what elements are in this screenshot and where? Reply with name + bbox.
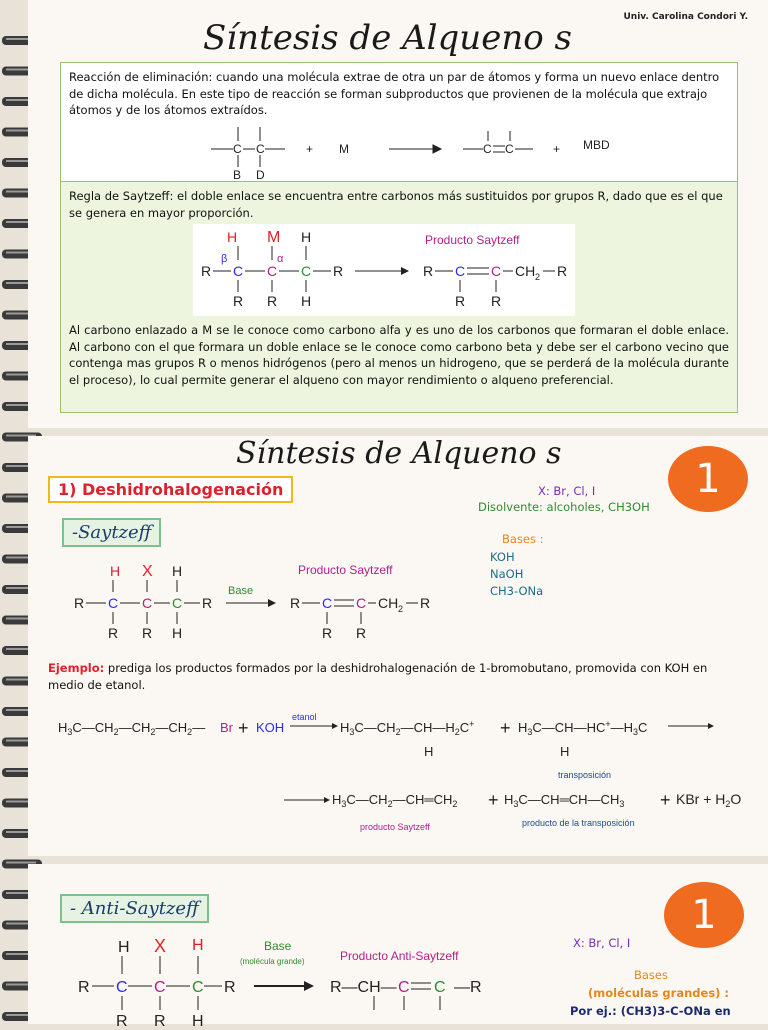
alpha-label: α: [277, 253, 284, 265]
bases-subtitle: (moléculas grandes) :: [588, 986, 730, 1000]
plus-sign: +: [306, 142, 314, 156]
m-group: M: [267, 229, 281, 246]
page-title-2: Síntesis de Alqueno s: [236, 436, 562, 471]
elimination-text: Reacción de eliminación: cuando una molécula extrae de otra un par de átomos y forma un nuevo enlace dentro de dicha molécula. En este tipo de reacción se forman subproductos que provienen de la molécula que extrajo átomos y de los átomos extraídos.: [69, 70, 720, 118]
svg-text:H: H: [192, 1013, 204, 1030]
svg-text:R: R: [233, 293, 244, 309]
page-2: [28, 436, 768, 856]
saytzeff-subheading: -Saytzeff: [62, 518, 161, 547]
base-arrow-label: Base: [228, 585, 254, 597]
svg-text:R: R: [224, 979, 236, 996]
svg-text:C: C: [356, 595, 367, 611]
svg-text:H: H: [172, 563, 183, 579]
svg-text:H: H: [118, 939, 130, 956]
beta-label: β: [221, 253, 228, 265]
svg-text:C: C: [172, 595, 183, 611]
svg-text:C: C: [483, 142, 492, 156]
svg-text:C: C: [142, 595, 153, 611]
svg-text:CH: CH: [378, 595, 399, 611]
svg-text:2: 2: [535, 272, 541, 282]
svg-text:R: R: [142, 625, 153, 641]
base-ch3ona: CH3-ONa: [490, 584, 544, 598]
d-label: D: [256, 168, 265, 179]
svg-text:C: C: [108, 595, 119, 611]
h2o-subscript: 2: [725, 799, 731, 809]
example-text: prediga los productos formados por la deshidrohalogenación de 1-bromobutano, promovida con KOH en medio de etanol.: [48, 661, 708, 693]
saytzeff-rule-box: [60, 181, 738, 413]
producto-transposicion-caption: producto de la transposición: [522, 818, 635, 828]
svg-text:C: C: [256, 142, 265, 156]
svg-text:X: X: [154, 936, 167, 956]
solvent-line: Disolvente: alcoholes, CH3OH: [478, 500, 650, 514]
svg-text:KBr + H2O: [676, 791, 741, 809]
author-label: Univ. Carolina Condori Y.: [623, 12, 748, 22]
svg-text:R: R: [74, 595, 85, 611]
bases-example: Por ej.: (CH3)3-C-ONa en: [570, 1004, 731, 1018]
svg-text:C: C: [455, 263, 466, 279]
svg-text:C: C: [154, 979, 166, 996]
svg-text:R: R: [154, 1013, 166, 1030]
elimination-scheme: [171, 121, 631, 179]
svg-text:R: R: [356, 625, 367, 641]
svg-text:2: 2: [398, 604, 404, 614]
svg-text:Br: Br: [220, 720, 233, 735]
saytzeff-rule-scheme: [193, 224, 575, 316]
svg-text:C: C: [116, 979, 128, 996]
svg-text:H: H: [560, 744, 570, 759]
base-naoh: NaOH: [490, 567, 524, 581]
svg-text:R: R: [108, 625, 119, 641]
svg-text:—R: —R: [454, 979, 482, 996]
svg-text:R: R: [491, 293, 502, 309]
svg-text:R: R: [322, 625, 333, 641]
mbd-label: MBD: [583, 138, 610, 152]
svg-text:C: C: [434, 979, 446, 996]
svg-text:H: H: [110, 563, 121, 579]
svg-text:H: H: [192, 937, 204, 954]
svg-text:R: R: [116, 1013, 128, 1030]
svg-text:H3C—CH—HC+—H3C: $H_3C—CH—HC^+—H_3C$: [518, 719, 648, 737]
svg-text:KOH: KOH: [256, 720, 285, 735]
svg-text:H: H: [301, 293, 312, 309]
transposicion-label: transposición: [558, 770, 612, 780]
svg-text:H3C—CH2—CH═CH2: $H_3C—CH_2—CH═CH_2$: [332, 792, 458, 809]
halogen-line: X: Br, Cl, I: [538, 484, 596, 498]
svg-text:C: C: [505, 142, 514, 156]
base-label-3: Base: [264, 939, 292, 953]
anti-saytzeff-subheading: - Anti-Saytzeff: [60, 894, 209, 923]
base-note: (molécula grande): [240, 957, 305, 966]
svg-text:H: H: [301, 229, 312, 245]
svg-text:H: H: [227, 229, 238, 245]
svg-text:C: C: [233, 263, 244, 279]
number-badge: 1: [668, 446, 748, 512]
page-title: Síntesis de Alqueno s: [203, 18, 572, 58]
svg-text:+: +: [660, 790, 671, 810]
example-paragraph: [48, 660, 738, 695]
saytzeff-scheme: [68, 560, 468, 650]
svg-text:R: R: [290, 595, 301, 611]
h2o-oxygen: O: [730, 791, 742, 807]
halogen-line-2: X: Br, Cl, I: [573, 936, 631, 950]
svg-text:R—CH—: R—CH—: [330, 979, 397, 996]
bases-title: Bases :: [502, 532, 544, 546]
product-saytzeff-label: Producto Saytzeff: [425, 233, 520, 247]
x-group: X: [142, 563, 153, 580]
anti-saytzeff-scheme: [68, 934, 568, 1030]
page-3: [28, 864, 768, 1030]
product-anti-saytzeff-label: Producto Anti-Saytzeff: [340, 949, 459, 963]
svg-text:C: C: [233, 142, 242, 156]
svg-text:R: R: [420, 595, 431, 611]
svg-text:H3C—CH═CH—CH3: $H_3C—CH═CH—CH_3$: [504, 792, 625, 809]
producto-saytzeff-caption: producto Saytzeff: [360, 822, 430, 832]
example-label: Ejemplo:: [48, 661, 105, 675]
section-heading: 1) Deshidrohalogenación: [48, 476, 293, 503]
svg-text:R: R: [455, 293, 466, 309]
bases-title-2: Bases: [634, 968, 668, 982]
elimination-box: [60, 62, 738, 182]
m-label: M: [339, 142, 349, 156]
b-label: B: [233, 168, 242, 179]
svg-text:R: R: [267, 293, 278, 309]
example-reaction: [48, 704, 748, 854]
alpha-beta-text: Al carbono enlazado a M se le conoce como carbono alfa y es uno de los carbonos que formaran el doble enlace. Al carbono con el que formara un doble enlace se le conoce como carbono beta y debe ser el carbono vecino que contenga mas grupos R o menos hidrógenos (pero al menos un hidrogeno, que se perderá de la molécula durante el proceso), lo cual permite generar el alqueno con mayor rendimiento o alqueno preferencial.: [69, 323, 729, 388]
svg-text:C: C: [398, 979, 410, 996]
plus-sign-2: +: [553, 142, 561, 156]
svg-text:R: R: [202, 595, 213, 611]
svg-text:C: C: [491, 263, 502, 279]
svg-text:+: +: [238, 718, 249, 738]
svg-text:C: C: [192, 979, 204, 996]
svg-text:R: R: [78, 979, 90, 996]
svg-text:H: H: [172, 625, 183, 641]
svg-text:CH: CH: [515, 263, 536, 279]
svg-text:C: C: [301, 263, 312, 279]
svg-text:R: R: [557, 263, 568, 279]
svg-text:+: +: [488, 790, 499, 810]
kbr-text: KBr + H: [676, 791, 726, 807]
page-1: [28, 0, 768, 428]
svg-text:H3C—CH2—CH2—CH2—: $H_3C—CH_2—CH_2—CH_2—$: [58, 720, 206, 737]
product-saytzeff-label-2: Producto Saytzeff: [298, 563, 393, 577]
etanol-label: etanol: [292, 712, 317, 722]
number-badge-2: 1: [664, 882, 744, 948]
svg-text:+: +: [500, 718, 511, 738]
svg-text:C: C: [322, 595, 333, 611]
svg-text:H: H: [424, 744, 434, 759]
svg-text:H3C—CH2—CH—H2C+: $H_3C—CH_2—CH—H_2C^+$: [340, 719, 475, 737]
svg-text:R: R: [333, 263, 344, 279]
svg-text:C: C: [267, 263, 278, 279]
base-koh: KOH: [490, 550, 515, 564]
svg-text:R: R: [201, 263, 212, 279]
svg-text:R: R: [423, 263, 434, 279]
saytzeff-rule-text: Regla de Saytzeff: el doble enlace se encuentra entre carbonos más sustituidos por grupos R, dado que es el que se genera en mayor proporción.: [69, 189, 723, 220]
